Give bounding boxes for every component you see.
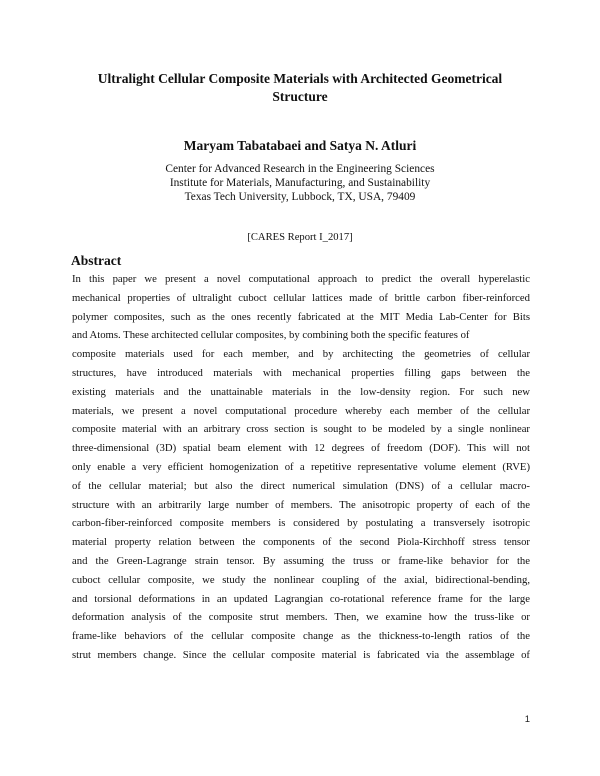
abstract-line: frame-like behaviors of the cellular composite change as the thickness-to-length ratios of the	[72, 630, 530, 643]
abstract-line: mechanical properties of ultralight cuboct cellular lattices made of brittle carbon fiber-reinforced	[72, 291, 530, 304]
abstract-line: of the cellular material; but also the direct numerical simulation (DNS) of a cellular macro-	[72, 479, 530, 492]
affiliation-line: Center for Advanced Research in the Engineering Sciences	[165, 163, 435, 175]
abstract-line: and Atoms. These architected cellular composites, by combining both the specific features of	[72, 329, 470, 342]
abstract-line: and the Green-Lagrange strain tensor. By assuming the truss or frame-like behavior for the	[72, 554, 530, 567]
abstract-line: and torsional deformations in an updated Lagrangian co-rotational reference frame for the large	[72, 592, 530, 605]
abstract-line: three-dimensional (3D) spatial beam element with 12 degrees of freedom (DOF). This will not	[72, 442, 530, 455]
paper-title-line: Structure	[272, 89, 328, 104]
abstract-line: deformation analysis of the composite strut members. Then, we examine how the truss-like or	[72, 611, 530, 624]
paper-affiliation	[60, 162, 540, 204]
abstract-line: composite materials used for each member, and by architecting the geometries of cellular	[72, 348, 530, 361]
abstract-line: In this paper we present a novel computational approach to predict the overall hyperelastic	[72, 273, 530, 285]
abstract-line: structure with an arbitrarily large number of members. The anisotropic property of each of the	[72, 498, 530, 511]
report-label: [CARES Report I_2017]	[247, 232, 353, 243]
paper-authors: Maryam Tabatabaei and Satya N. Atluri	[183, 138, 417, 153]
page-number: 1	[524, 714, 530, 725]
affiliation-line: Texas Tech University, Lubbock, TX, USA, 79409	[184, 191, 416, 203]
paper-title	[60, 70, 540, 106]
abstract-line: strut members change. Since the cellular composite material is fabricated via the assemblage of	[72, 648, 530, 661]
abstract-line: composite material with an arbitrary cross section is sought to be modeled by a single nonlinear	[72, 423, 530, 436]
abstract-line: existing materials and the unattainable materials in the low-density region. For such new	[72, 385, 530, 398]
paper-title-line: Ultralight Cellular Composite Materials with Architected Geometrical	[97, 71, 503, 86]
abstract-line: carbon-fiber-reinforced composite members is considered by postulating a transversely isotropic	[72, 517, 530, 530]
abstract-heading: Abstract	[71, 253, 122, 268]
abstract-line: polymer composites, such as the ones recently fabricated at the MIT Media Lab-Center for Bits	[72, 310, 530, 323]
abstract-line: cuboct cellular composite, we study the nonlinear coupling of the axial, bidirectional-bending,	[72, 573, 530, 586]
abstract-line: only enable a very efficient homogenization of a repetitive representative volume element (RVE)	[72, 460, 530, 473]
abstract-line: structures, have introduced materials with mechanical properties filling gaps between the	[72, 366, 530, 379]
affiliation-line: Institute for Materials, Manufacturing, and Sustainability	[169, 177, 431, 189]
abstract-line: material property relation between the components of the second Piola-Kirchhoff stress tensor	[72, 536, 530, 549]
abstract-line: materials, we present a novel computational procedure whereby each member of the cellular	[72, 404, 530, 417]
abstract-body	[72, 270, 530, 665]
